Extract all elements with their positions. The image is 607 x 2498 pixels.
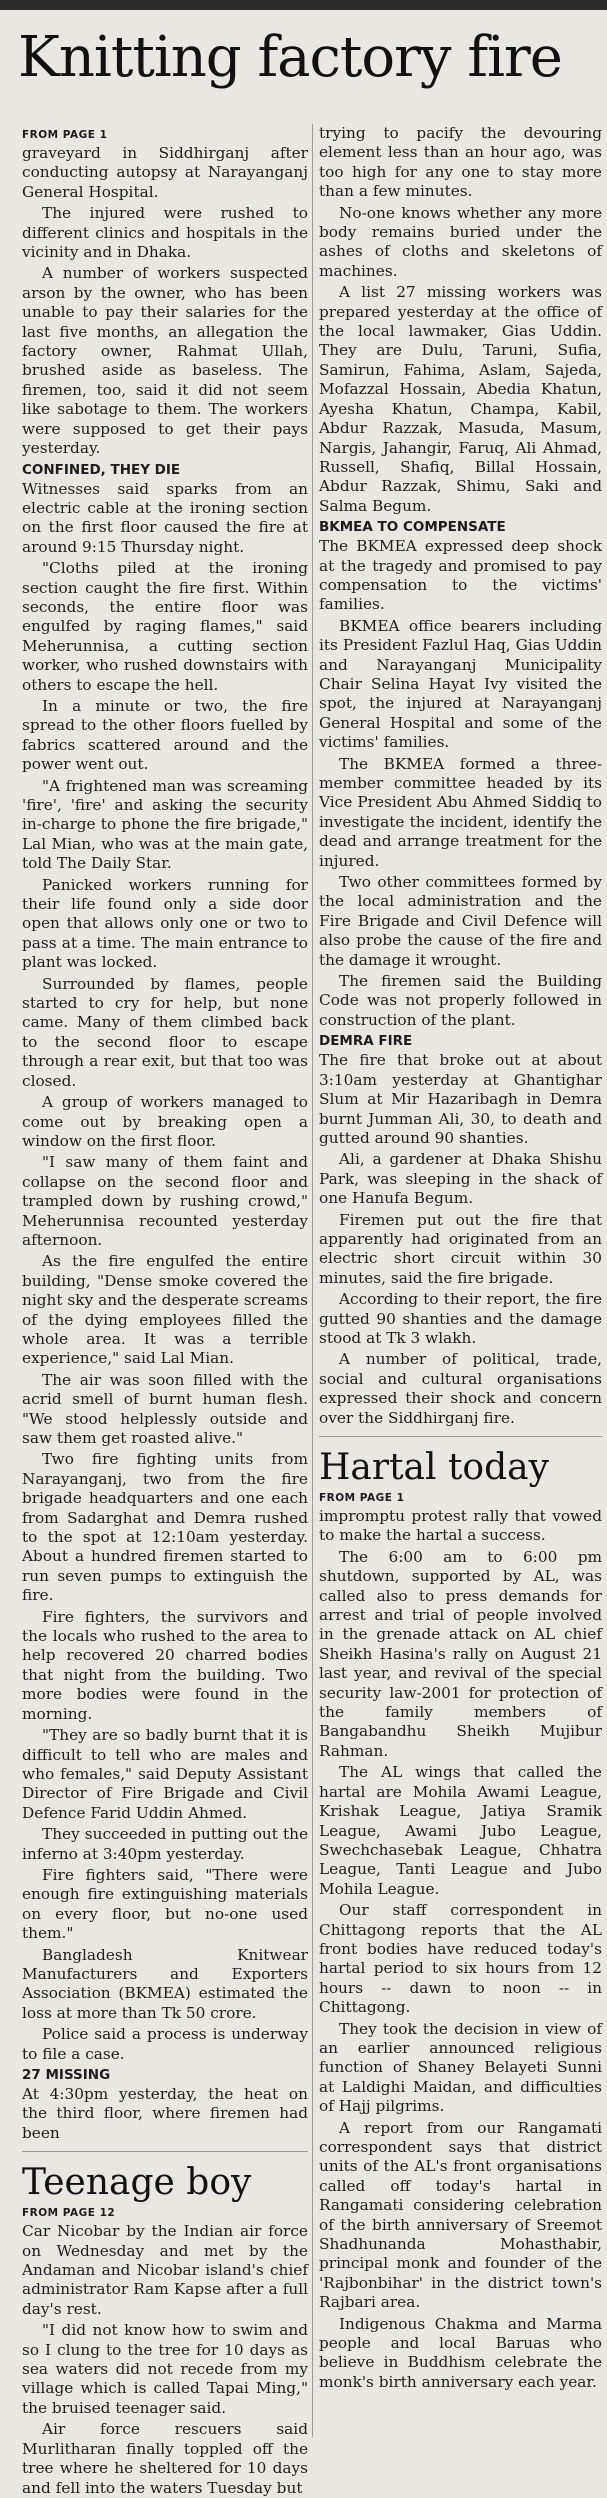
body-paragraph: The AL wings that called the hartal are Mohila Awami League, Krishak League, Jatiya Sramik League, Awami Jubo League, Swechchasebak League, Chhatra League, Tanti League and Jubo Mohila League. [319, 1763, 602, 1898]
body-paragraph: Firemen put out the fire that apparently had originated from an electric short circuit within 30 minutes, said the fire brigade. [319, 1210, 602, 1287]
body-paragraph: In a minute or two, the fire spread to the other floors fuelled by fabrics scattered around and the power went out. [22, 696, 308, 774]
body-paragraph: The air was soon filled with the acrid smell of burnt human flesh. "We stood helplessly outside and saw them get roasted alive." [22, 1370, 308, 1447]
body-paragraph: According to their report, the fire gutted 90 shanties and the damage stood at Tk 3 wlakh. [319, 1290, 602, 1347]
body-paragraph: A number of political, trade, social and cultural organisations expressed their shock and concern over the Siddhirganj fire. [319, 1350, 602, 1427]
story-headline: Teenage boy [22, 2162, 252, 2204]
body-paragraph: Panicked workers running for their life found only a side door open that allows only one or two to pass at a time. The main entrance to plant was locked. [22, 875, 308, 972]
body-paragraph: The fire that broke out at about 3:10am yesterday at Ghantighar Slum at Mir Hazaribagh in Demra burnt Jumman Ali, 30, to death and gutted around 90 shanties. [319, 1051, 602, 1147]
body-paragraph: The firemen said the Building Code was not properly followed in construction of the plant. [319, 972, 602, 1029]
body-paragraph: Fire fighters, the survivors and the locals who rushed to the area to help recovered 20 charred bodies that night from the building. Two more bodies were found in the morning. [22, 1607, 308, 1723]
body-paragraph: As the fire engulfed the entire building, "Dense smoke covered the night sky and the desperate screams of the dying employees filled the whole area. It was a terrible experience," said Lal Mian. [22, 1252, 308, 1368]
body-paragraph: A report from our Rangamati correspondent says that district units of the AL's front organisations called off today's hartal in Rangamati considering celebration of the birth anniversary of Sreemot Shadhunanda Mohasthabir, principal monk and founder of the 'Rajbonbihar' in the district town's Rajbari area. [319, 2118, 602, 2312]
right-column [319, 124, 602, 2437]
body-paragraph: The BKMEA formed a three-member committee headed by its Vice President Abu Ahmed Siddiq to investigate the incident, identify the dead and arrange treatment for the injured. [319, 754, 602, 870]
body-paragraph: "They are so badly burnt that it is difficult to tell who are males and who females," said Deputy Assistant Director of Fire Brigade and Civil Defence Farid Uddin Ahmed. [22, 1726, 308, 1822]
body-paragraph: Two fire fighting units from Narayanganj, two from the fire brigade headquarters and one each from Sadarghat and Demra rushed to the spot at 12:10am yesterday. About a hundred firemen started to run seven pumps to extinguish the fire. [22, 1450, 308, 1605]
body-paragraph: Witnesses said sparks from an electric cable at the ironing section on the first floor caused the fire at around 9:15 Thursday night. [22, 479, 308, 556]
body-paragraph: The injured were rushed to different clinics and hospitals in the vicinity and in Dhaka. [22, 204, 308, 262]
body-paragraph: Two other committees formed by the local administration and the Fire Brigade and Civil Defence will also probe the cause of the fire and the damage it wrought. [319, 873, 602, 969]
body-paragraph: "I did not know how to swim and so I clung to the tree for 10 days as sea waters did not recede from my village which is called Tapai Ming," the bruised teenager said. [22, 2321, 308, 2417]
body-paragraph: They took the decision in view of an earlier announced religious function of Shaney Belayeti Sunni at Laldighi Maidan, and difficulties of Hajj pilgrims. [319, 2019, 602, 2116]
body-paragraph: "A frightened man was screaming 'fire', 'fire' and asking the security in-charge to phone the fire brigade," Lal Mian, who was at the main gate, told The Daily Star. [22, 776, 308, 873]
body-paragraph: Our staff correspondent in Chittagong reports that the AL front bodies have reduced today's hartal period to six hours from 12 hours -- dawn to noon -- in Chittagong. [319, 1901, 602, 2017]
main-headline: Knitting factory fire [18, 25, 562, 90]
body-paragraph: No-one knows whether any more body remains buried under the ashes of cloths and skeletons of machines. [319, 203, 602, 280]
story-divider [319, 1436, 602, 1437]
story-divider [22, 2151, 308, 2152]
body-paragraph: A number of workers suspected arson by the owner, who has been unable to pay their salaries for the last five months, an allegation the factory owner, Rahmat Ullah, brushed aside as baseless. The firemen, too, said it did not seem like sabotage to them. The workers were supposed to get their pays yesterday. [22, 264, 308, 458]
top-strip [0, 0, 607, 10]
body-paragraph: trying to pacify the devouring element less than an hour ago, was too high for any one to stay more than a few minutes. [319, 124, 602, 201]
story-headline: Hartal today [319, 1447, 549, 1488]
body-paragraph: The BKMEA expressed deep shock at the tragedy and promised to pay compensation to the victims' families. [319, 537, 602, 614]
body-paragraph: They succeeded in putting out the inferno at 3:40pm yesterday. [22, 1825, 308, 1863]
section-subhead: CONFINED, THEY DIE [22, 461, 181, 478]
body-paragraph: Indigenous Chakma and Marma people and local Baruas who believe in Buddhism celebrate the monk's birth anniversary each year. [319, 2314, 602, 2391]
section-subhead: 27 MISSING [22, 2067, 111, 2083]
body-paragraph: A list 27 missing workers was prepared yesterday at the office of the local lawmaker, Gias Uddin. They are Dulu, Taruni, Sufia, Samirun, Fahima, Aslam, Sajeda, Mofazzal Hossain, Abedia Khatun, Ayesha Khatun, Champa, Kabil, Abdur Razzak, Masuda, Masum, Nargis, Jahangir, Faruq, Ali Ahmad, Russell, Shafiq, Billal Hossain, Abdur Razzak, Shimu, Saki and Salma Begum. [319, 283, 602, 515]
column-divider [312, 124, 313, 2437]
left-column [22, 128, 308, 2497]
body-paragraph: The 6:00 am to 6:00 pm shutdown, supported by AL, was called also to press demands for arrest and trial of people involved in the grenade attack on AL chief Sheikh Hasina's rally on August 21 last year, and revival of the special security law-2001 for protection of the family members of Bangabandhu Sheikh Mujibur Rahman. [319, 1547, 602, 1760]
section-subhead: DEMRA FIRE [319, 1033, 413, 1050]
body-paragraph: At 4:30pm yesterday, the heat on the third floor, where firemen had been [22, 2085, 308, 2142]
body-paragraph: "Cloths piled at the ironing section caught the fire first. Within seconds, the entire floor was engulfed by raging flames," said Meherunnisa, a cutting section worker, who rushed downstairs with others to escape the hell. [22, 559, 308, 694]
body-paragraph: Ali, a gardener at Dhaka Shishu Park, was sleeping in the shack of one Hanufa Begum. [319, 1150, 602, 1208]
body-paragraph: Surrounded by flames, people started to cry for help, but none came. Many of them climbed back to the second floor to escape through a rear exit, but that too was closed. [22, 974, 308, 1090]
body-paragraph: "I saw many of them faint and collapse on the second floor and trampled down by rushing crowd," Meherunnisa recounted yesterday afternoon. [22, 1153, 308, 1249]
body-paragraph: Fire fighters said, "There were enough fire extinguishing materials on every floor, but no-one used them." [22, 1865, 308, 1943]
story-dateline: FROM PAGE 1 [22, 129, 108, 141]
body-paragraph: Police said a process is underway to file a case. [22, 2025, 308, 2063]
story-dateline: FROM PAGE 1 [319, 1492, 405, 1504]
body-paragraph: Car Nicobar by the Indian air force on Wednesday and met by the Andaman and Nicobar island's chief administrator Ram Kapse after a full day's rest. [22, 2222, 308, 2318]
body-paragraph: BKMEA office bearers including its President Fazlul Haq, Gias Uddin and Narayanganj Municipality Chair Selina Hayat Ivy visited the spot, the injured at Narayanganj General Hospital and some of the victims' families. [319, 616, 602, 752]
section-subhead: BKMEA TO COMPENSATE [319, 519, 506, 536]
body-paragraph: Air force rescuers said Murlitharan finally toppled off the tree where he sheltered for 10 days and fell into the waters Tuesday but [22, 2420, 308, 2497]
body-paragraph: impromptu protest rally that vowed to make the hartal a success. [319, 1507, 602, 1545]
body-paragraph: A group of workers managed to come out by breaking open a window on the first floor. [22, 1093, 308, 1150]
body-paragraph: Bangladesh Knitwear Manufacturers and Exporters Association (BKMEA) estimated the loss at more than Tk 50 crore. [22, 1945, 308, 2022]
story-dateline: FROM PAGE 12 [22, 2207, 116, 2220]
body-paragraph: graveyard in Siddhirganj after conducting autopsy at Narayanganj General Hospital. [22, 144, 308, 201]
